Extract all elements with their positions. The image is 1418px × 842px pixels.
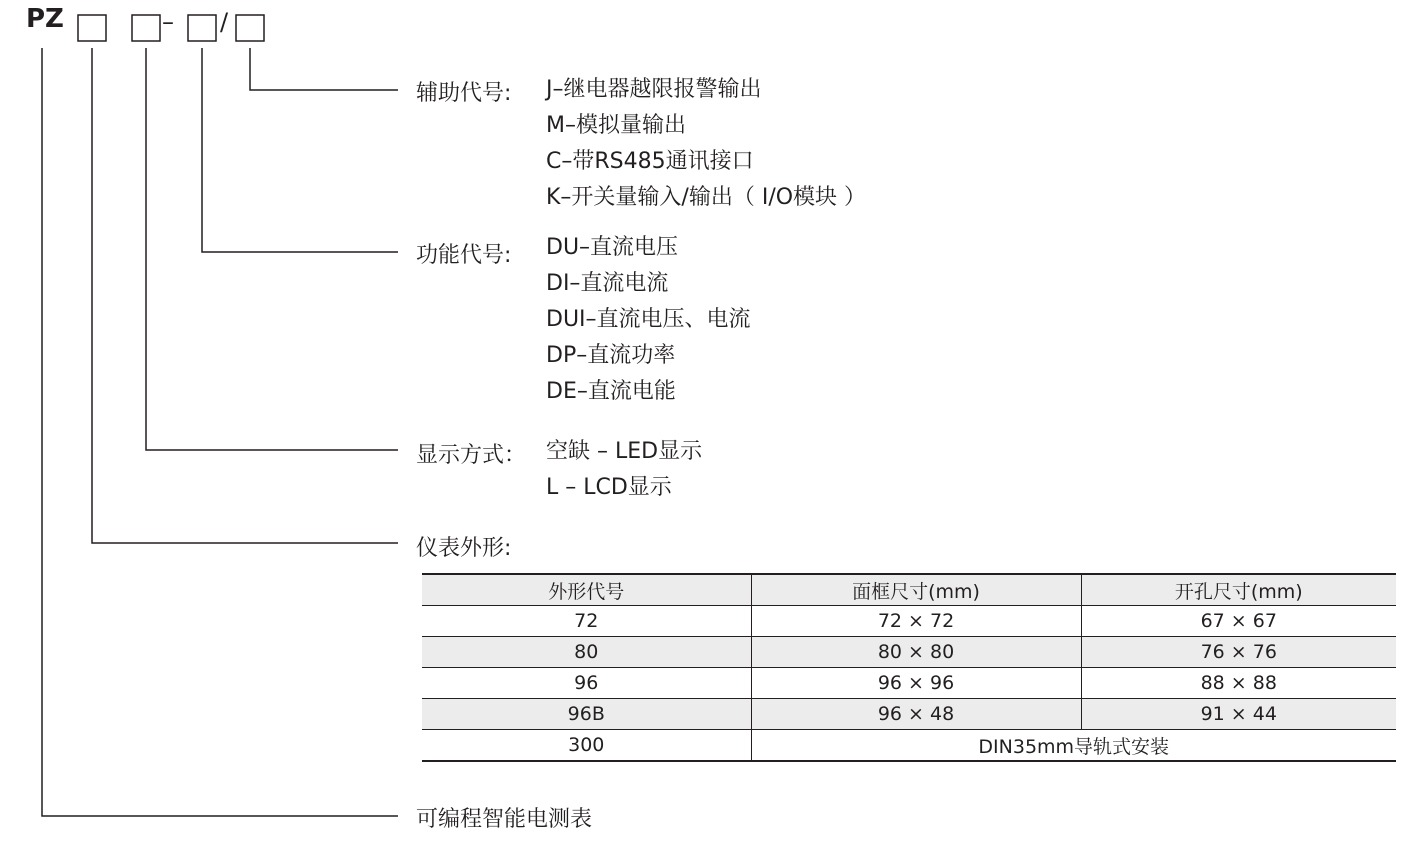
code-box-display [132,15,160,41]
cutout-size-cell: 76 × 76 [1081,637,1396,668]
header-shape-code: 外形代号 [548,580,625,603]
display-option: 空缺 – LED显示 [546,439,703,464]
display-mode-options [546,434,702,506]
code-box-function [188,15,216,41]
slash-separator: / [220,8,229,36]
leader-display [146,48,398,450]
display-option: L – LCD显示 [546,475,672,500]
shape-code-cell: 72 [574,610,599,632]
shape-label: 仪表外形: [416,536,512,561]
bezel-size-cell: 80 × 80 [751,637,1081,668]
function-option: DI–直流电流 [546,271,669,296]
cutout-size-cell: 91 × 44 [1081,699,1396,730]
table-row [422,606,1396,637]
code-box-aux [236,15,264,41]
bezel-size-cell: 96 × 96 [751,668,1081,699]
dash-separator: – [162,8,174,36]
shape-code-cell: 300 [568,734,605,756]
aux-code-options [546,72,866,216]
aux-option: J–继电器越限报警输出 [546,77,762,102]
leader-shape [92,48,398,543]
shape-code-cell: 96 [574,672,599,694]
function-option: DP–直流功率 [546,343,676,368]
header-cutout-size: 开孔尺寸(mm) [1081,574,1396,606]
mounting-cell: DIN35mm导轨式安装 [751,730,1396,762]
aux-option: M–模拟量输出 [546,113,686,138]
table-header-row [422,574,1396,606]
bezel-size-cell: 72 × 72 [751,606,1081,637]
table-row [422,730,1396,762]
cutout-size-cell: 67 × 67 [1081,606,1396,637]
leader-aux [250,48,398,90]
header-bezel-size: 面框尺寸(mm) [751,574,1081,606]
cutout-size-cell: 88 × 88 [1081,668,1396,699]
table-row [422,637,1396,668]
table-row [422,668,1396,699]
product-name: 可编程智能电测表 [416,807,593,832]
function-option: DUI–直流电压、电流 [546,307,751,332]
shape-code-cell: 80 [574,641,599,663]
function-option: DU–直流电压 [546,235,679,260]
function-code-options [546,230,751,410]
aux-option: C–带RS485通讯接口 [546,149,754,174]
bezel-size-cell: 96 × 48 [751,699,1081,730]
leader-product [42,48,398,816]
shape-code-cell: 96B [567,703,605,725]
leader-function [202,48,398,252]
function-code-label: 功能代号: [416,243,512,268]
display-mode-label: 显示方式： [416,443,527,468]
aux-option: K–开关量输入/输出（ I/O模块 ） [546,185,867,210]
function-option: DE–直流电能 [546,379,676,404]
shape-dimensions-table [422,573,1396,762]
model-prefix: PZ [26,4,64,34]
aux-code-label: 辅助代号: [416,81,512,106]
code-box-shape [78,15,106,41]
table-row [422,699,1396,730]
